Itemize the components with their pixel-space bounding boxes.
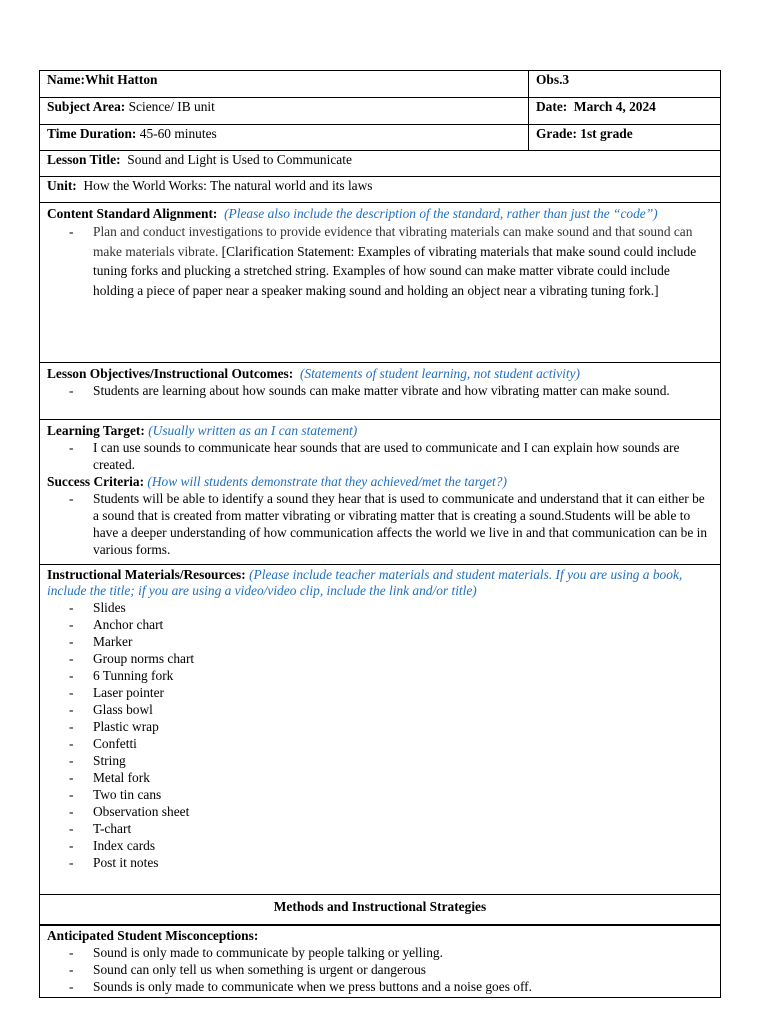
material-item: - Observation sheet (93, 803, 713, 820)
target-list (47, 439, 713, 473)
methods-row (40, 895, 721, 926)
material-item: - Metal fork (93, 769, 713, 786)
material-item: - Plastic wrap (93, 718, 713, 735)
standard-note: (Please also include the description of the standard, rather than just the “code”) (224, 206, 658, 221)
obs-cell (529, 71, 721, 98)
materials-row (40, 565, 721, 895)
title-cell (40, 151, 721, 177)
success-item: - Students will be able to identify a sound they hear that is used to communicate and understand that it can either be a sound that is created from matter vibrating or vibrating matter that is creating a sound.Students will be able to have a deeper understanding of how communication affects the world we live in and that communication can be in various forms. (93, 490, 713, 558)
subject-cell (40, 98, 529, 125)
misconception-item: - Sounds is only made to communicate when we press buttons and a noise goes off. (93, 978, 713, 995)
methods-heading: Methods and Instructional Strategies (273, 899, 487, 914)
materials-list (47, 599, 713, 871)
material-item: - Slides (93, 599, 713, 616)
misconceptions-label: Anticipated Student Misconceptions: (47, 928, 259, 943)
target-label: Learning Target: (47, 423, 145, 438)
subject-row (40, 98, 721, 125)
material-item: - Post it notes (93, 854, 713, 871)
date-cell (529, 98, 721, 125)
success-label: Success Criteria: (47, 474, 145, 489)
misconceptions-cell (40, 925, 721, 998)
target-item: - I can use sounds to communicate hear sounds that are used to communicate and I can explain how sounds are created. (93, 439, 713, 473)
material-item: - Confetti (93, 735, 713, 752)
material-item: - String (93, 752, 713, 769)
target-cell (40, 420, 721, 565)
name-cell (40, 71, 529, 98)
success-note: (How will students demonstrate that they achieved/met the target?) (147, 474, 507, 489)
material-item: - Index cards (93, 837, 713, 854)
standard-item (93, 222, 713, 300)
misconception-item: - Sound can only tell us when something is urgent or dangerous (93, 961, 713, 978)
title-value: Sound and Light is Used to Communicate (120, 152, 352, 167)
date-value: March 4, 2024 (567, 99, 656, 114)
objectives-item: - Students are learning about how sounds can make matter vibrate and how vibrating matter can make sound. (93, 382, 713, 399)
success-list (47, 490, 713, 558)
standard-label: Content Standard Alignment: (47, 206, 218, 221)
obs-value: Obs.3 (536, 72, 570, 87)
subject-label: Subject Area: (47, 99, 126, 114)
materials-cell (40, 565, 721, 895)
subject-value: Science/ IB unit (125, 99, 215, 114)
material-item: - Marker (93, 633, 713, 650)
objectives-list (47, 382, 713, 399)
lesson-plan-table (39, 70, 721, 998)
time-label: Time Duration: (47, 126, 137, 141)
standard-item-part2: [Clarification Statement: Examples of vibrating materials that make sound could include tuning forks and plucking a stretched string. Examples of how sound can make matter vibrate could include holding a piece of paper near a speaker making sound and holding an object near a vibrating tuning fork.] (93, 243, 697, 298)
unit-row (40, 177, 721, 203)
target-row (40, 420, 721, 565)
time-value: 45-60 minutes (136, 126, 217, 141)
misconception-item: - Sound is only made to communicate by people talking or yelling. (93, 944, 713, 961)
title-label: Lesson Title: (47, 152, 121, 167)
material-item: - 6 Tunning fork (93, 667, 713, 684)
material-item: - Laser pointer (93, 684, 713, 701)
methods-cell (40, 895, 721, 926)
grade-value: 1st grade (576, 126, 633, 141)
standard-row (40, 203, 721, 363)
date-label: Date: (536, 99, 568, 114)
material-item: - T-chart (93, 820, 713, 837)
material-item: - Two tin cans (93, 786, 713, 803)
name-row (40, 71, 721, 98)
target-note: (Usually written as an I can statement) (148, 423, 358, 438)
materials-label: Instructional Materials/Resources: (47, 567, 246, 582)
material-item: - Anchor chart (93, 616, 713, 633)
standard-item-part1: Plan and conduct investigations to provide evidence that vibrating materials can make sound and that sound can make materials vibrate. (93, 224, 693, 259)
grade-label: Grade: (536, 126, 577, 141)
grade-cell (529, 125, 721, 151)
objectives-note: (Statements of student learning, not student activity) (299, 366, 580, 381)
standard-list (47, 222, 713, 300)
material-item: - Group norms chart (93, 650, 713, 667)
objectives-label: Lesson Objectives/Instructional Outcomes: (47, 366, 294, 381)
title-row (40, 151, 721, 177)
name-value: Whit Hatton (84, 72, 158, 87)
objectives-cell (40, 363, 721, 420)
material-item: - Glass bowl (93, 701, 713, 718)
name-label: Name: (47, 72, 85, 87)
objectives-row (40, 363, 721, 420)
time-row (40, 125, 721, 151)
standard-cell (40, 203, 721, 363)
unit-label: Unit: (47, 178, 77, 193)
misconceptions-list (47, 944, 713, 995)
materials-note: (Please include teacher materials and student materials. If you are using a book, include the title; if you are using a video/video clip, include the link and/or title) (47, 567, 683, 598)
unit-value: How the World Works: The natural world and its laws (76, 178, 373, 193)
unit-cell (40, 177, 721, 203)
misconceptions-row (40, 925, 721, 998)
time-cell (40, 125, 529, 151)
